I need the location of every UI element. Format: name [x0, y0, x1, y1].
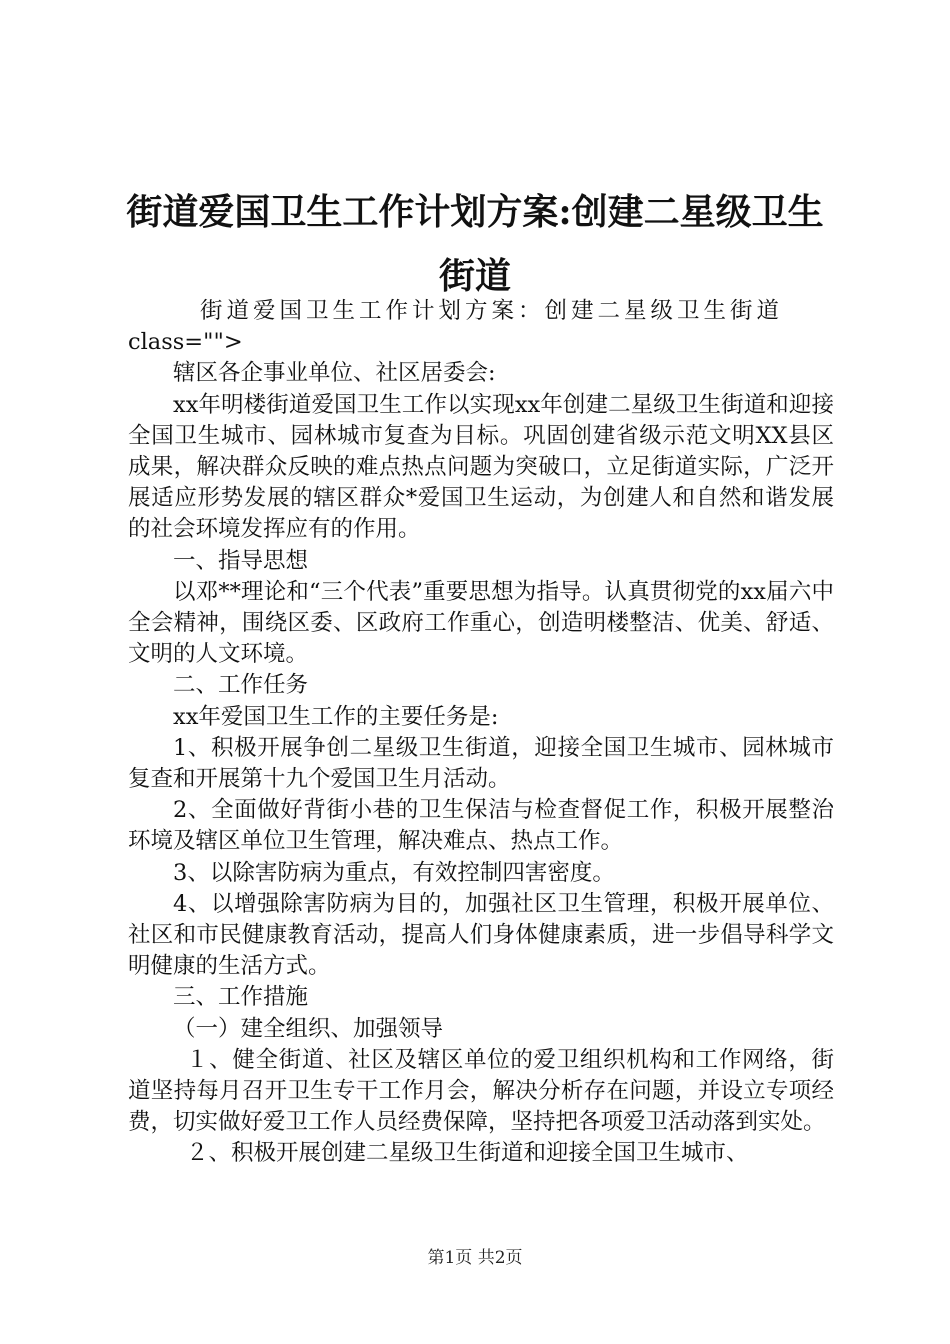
measure-item-1: １、健全街道、社区及辖区单位的爱卫组织机构和工作网络，街道坚持每月召开卫生专干工作月会，解决分析存在问题，并设立专项经费，切实做好爱卫工作人员经费保障，坚持把各项爱卫活动落到实处。 [128, 1046, 834, 1136]
page-footer: 第1页 共2页 [427, 1248, 523, 1268]
section-heading-guiding-thought: 一、指导思想 [173, 547, 309, 574]
section-heading-measures: 三、工作措施 [173, 984, 309, 1011]
task-item-2: 2、全面做好背街小巷的卫生保洁与检查督促工作，积极开展整治环境及辖区单位卫生管理，解决难点、热点工作。 [128, 797, 834, 855]
paragraph-heading-repeat: 街道爱国卫生工作计划方案：创建二星级卫生街道 [200, 298, 784, 324]
paragraph-addressee: 辖区各企事业单位、社区居委会: [173, 360, 496, 387]
task-item-4: 4、以增强除害防病为目的，加强社区卫生管理，积极开展单位、社区和市民健康教育活动，提高人们身体健康素质，进一步倡导科学文明健康的生活方式。 [128, 890, 834, 980]
paragraph-tasks-intro: xx年爱国卫生工作的主要任务是: [173, 703, 499, 730]
measure-item-2: ２、积极开展创建二星级卫生街道和迎接全国卫生城市、 [186, 1140, 749, 1167]
document-title [100, 180, 850, 308]
title-line-2: 街道 [438, 255, 511, 297]
paragraph-intro: xx年明楼街道爱国卫生工作以实现xx年创建二星级卫生街道和迎接全国卫生城市、园林城市复查为目标。巩固创建省级示范文明XX县区成果，解决群众反映的难点热点问题为突破口，立足街道实际，广泛开展适应形势发展的辖区群众*爱国卫生运动，为创建人和自然和谐发展的社会环境发挥应有的作用。 [128, 391, 834, 543]
task-item-3: 3、以除害防病为重点，有效控制四害密度。 [173, 859, 615, 886]
document-body [128, 296, 834, 1170]
title-line-1: 街道爱国卫生工作计划方案:创建二星级卫生 [126, 191, 824, 233]
section-heading-tasks: 二、工作任务 [173, 672, 309, 699]
paragraph-class-artifact: class=""> [128, 329, 243, 356]
subsection-heading-organization: （一）建全组织、加强领导 [173, 1015, 444, 1042]
paragraph-guiding-thought: 以邓**理论和“三个代表”重要思想为指导。认真贯彻党的xx届六中全会精神，围绕区委、区政府工作重心，创造明楼整洁、优美、舒适、文明的人文环境。 [128, 578, 834, 668]
task-item-1: 1、积极开展争创二星级卫生街道，迎接全国卫生城市、园林城市复查和开展第十九个爱国卫生月活动。 [128, 734, 834, 793]
